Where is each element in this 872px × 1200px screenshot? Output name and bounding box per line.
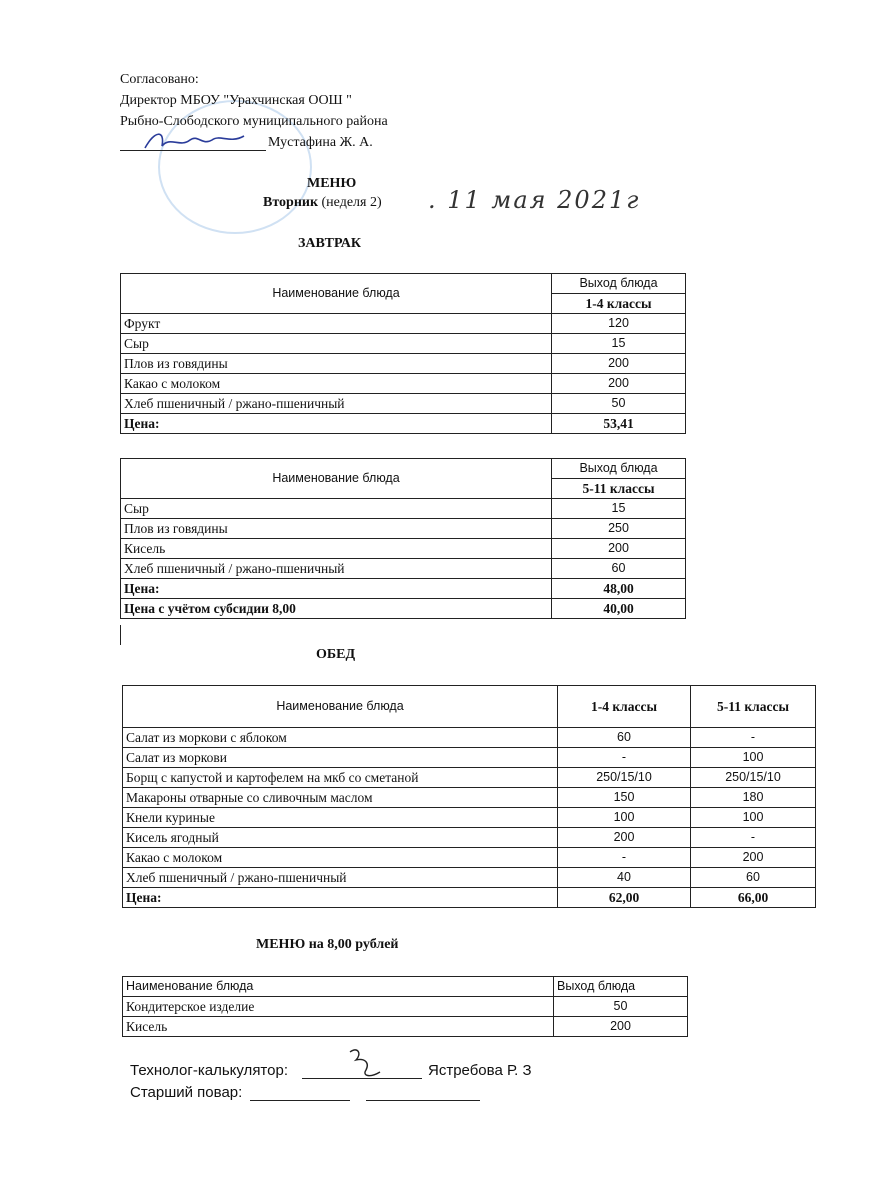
cook-name-line (366, 1100, 480, 1101)
technologist-name: Ястребова Р. З (428, 1062, 532, 1079)
dish-name: Какао с молоком (121, 374, 552, 394)
col-header-grade: 5-11 классы (552, 479, 686, 499)
dish-output-5-11: 250/15/10 (691, 768, 816, 788)
approval-label: Согласовано: (120, 72, 199, 87)
dish-output-1-4: 150 (558, 788, 691, 808)
table-row (123, 997, 688, 1017)
col-header-grade-5-11: 5-11 классы (691, 686, 816, 728)
dish-output-5-11: - (691, 828, 816, 848)
dish-name: Салат из моркови (123, 748, 558, 768)
dish-name: Хлеб пшеничный / ржано-пшеничный (123, 868, 558, 888)
table-row (123, 788, 816, 808)
dish-output: 15 (552, 499, 686, 519)
price-label: Цена: (121, 579, 552, 599)
dish-output-1-4: - (558, 848, 691, 868)
subsidy-price-label: Цена с учётом субсидии 8,00 (121, 599, 552, 619)
price-value: 53,41 (552, 414, 686, 434)
approval-director: Директор МБОУ "Урахчинская ООШ " (120, 93, 352, 108)
dish-output-1-4: 200 (558, 828, 691, 848)
table-row (121, 334, 686, 354)
dish-name: Плов из говядины (121, 519, 552, 539)
menu-title: МЕНЮ (307, 176, 357, 191)
dish-output: 200 (552, 374, 686, 394)
col-header-name: Наименование блюда (121, 274, 552, 314)
table-row (121, 519, 686, 539)
breakfast-table-1-4 (120, 273, 686, 434)
dish-output-1-4: 100 (558, 808, 691, 828)
dish-output: 120 (552, 314, 686, 334)
table-row (123, 768, 816, 788)
table-row (123, 728, 816, 748)
dish-output: 200 (552, 539, 686, 559)
dish-output: 50 (552, 394, 686, 414)
dish-name: Сыр (121, 499, 552, 519)
breakfast-table-5-11 (120, 458, 686, 619)
technologist-label: Технолог-калькулятор: (130, 1062, 288, 1079)
table-row (123, 808, 816, 828)
cook-signature-line (250, 1100, 350, 1101)
table-row (121, 394, 686, 414)
dish-output: 15 (552, 334, 686, 354)
price-label: Цена: (123, 888, 558, 908)
dish-output-5-11: 180 (691, 788, 816, 808)
dish-name: Плов из говядины (121, 354, 552, 374)
dish-output: 50 (554, 997, 688, 1017)
price-label: Цена: (121, 414, 552, 434)
breakfast-title: ЗАВТРАК (298, 236, 362, 251)
table-row (123, 748, 816, 768)
price-value-5-11: 66,00 (691, 888, 816, 908)
dish-name: Сыр (121, 334, 552, 354)
col-header-grade: 1-4 классы (552, 294, 686, 314)
dish-output-5-11: 200 (691, 848, 816, 868)
dish-output-1-4: - (558, 748, 691, 768)
table-row (123, 868, 816, 888)
dish-name: Хлеб пшеничный / ржано-пшеничный (121, 559, 552, 579)
dish-output-5-11: 100 (691, 808, 816, 828)
cook-label: Старший повар: (130, 1084, 243, 1101)
price-value-1-4: 62,00 (558, 888, 691, 908)
dish-output-1-4: 40 (558, 868, 691, 888)
dish-output: 60 (552, 559, 686, 579)
table-row (121, 539, 686, 559)
subsidy-price-value: 40,00 (552, 599, 686, 619)
day-name: Вторник (263, 195, 319, 210)
dish-output: 200 (552, 354, 686, 374)
col-header-grade-1-4: 1-4 классы (558, 686, 691, 728)
lunch-title: ОБЕД (316, 647, 356, 662)
dish-name: Кисель (123, 1017, 554, 1037)
table-row (123, 1017, 688, 1037)
subsidy-price-row (121, 599, 686, 619)
dish-name: Хлеб пшеничный / ржано-пшеничный (121, 394, 552, 414)
dish-name: Кнели куриные (123, 808, 558, 828)
price-value: 48,00 (552, 579, 686, 599)
dish-output: 250 (552, 519, 686, 539)
col-header-name: Наименование блюда (123, 977, 554, 997)
dish-name: Какао с молоком (123, 848, 558, 868)
approval-district: Рыбно-Слободского муниципального района (120, 114, 388, 129)
dish-name: Борщ с капустой и картофелем на мкб со сметаной (123, 768, 558, 788)
table-row (121, 354, 686, 374)
table-row (121, 314, 686, 334)
menu8-table (122, 976, 688, 1037)
dish-output-5-11: 60 (691, 868, 816, 888)
price-row (123, 888, 816, 908)
col-header-output: Выход блюда (552, 274, 686, 294)
col-header-name: Наименование блюда (121, 459, 552, 499)
dish-name: Кисель (121, 539, 552, 559)
dish-output-1-4: 250/15/10 (558, 768, 691, 788)
day-line (263, 195, 382, 211)
table-row (121, 559, 686, 579)
price-row (121, 414, 686, 434)
dish-output-5-11: 100 (691, 748, 816, 768)
dish-name: Фрукт (121, 314, 552, 334)
dish-output-5-11: - (691, 728, 816, 748)
price-row (121, 579, 686, 599)
director-signature (140, 128, 250, 156)
lunch-table (122, 685, 816, 908)
table-row (123, 848, 816, 868)
technologist-signature (340, 1044, 390, 1080)
dish-name: Салат из моркови с яблоком (123, 728, 558, 748)
dish-name: Кисель ягодный (123, 828, 558, 848)
director-name: Мустафина Ж. А. (268, 135, 373, 150)
dish-name: Кондитерское изделие (123, 997, 554, 1017)
dish-output: 200 (554, 1017, 688, 1037)
table-side-line (120, 625, 121, 645)
handwritten-date: . 11 мая 2021г (428, 186, 641, 214)
table-row (121, 374, 686, 394)
menu8-title: МЕНЮ на 8,00 рублей (256, 937, 399, 952)
col-header-name: Наименование блюда (123, 686, 558, 728)
table-row (123, 828, 816, 848)
table-row (121, 499, 686, 519)
col-header-output: Выход блюда (554, 977, 688, 997)
week-number: (неделя 2) (321, 195, 382, 210)
dish-output-1-4: 60 (558, 728, 691, 748)
col-header-output: Выход блюда (552, 459, 686, 479)
dish-name: Макароны отварные со сливочным маслом (123, 788, 558, 808)
